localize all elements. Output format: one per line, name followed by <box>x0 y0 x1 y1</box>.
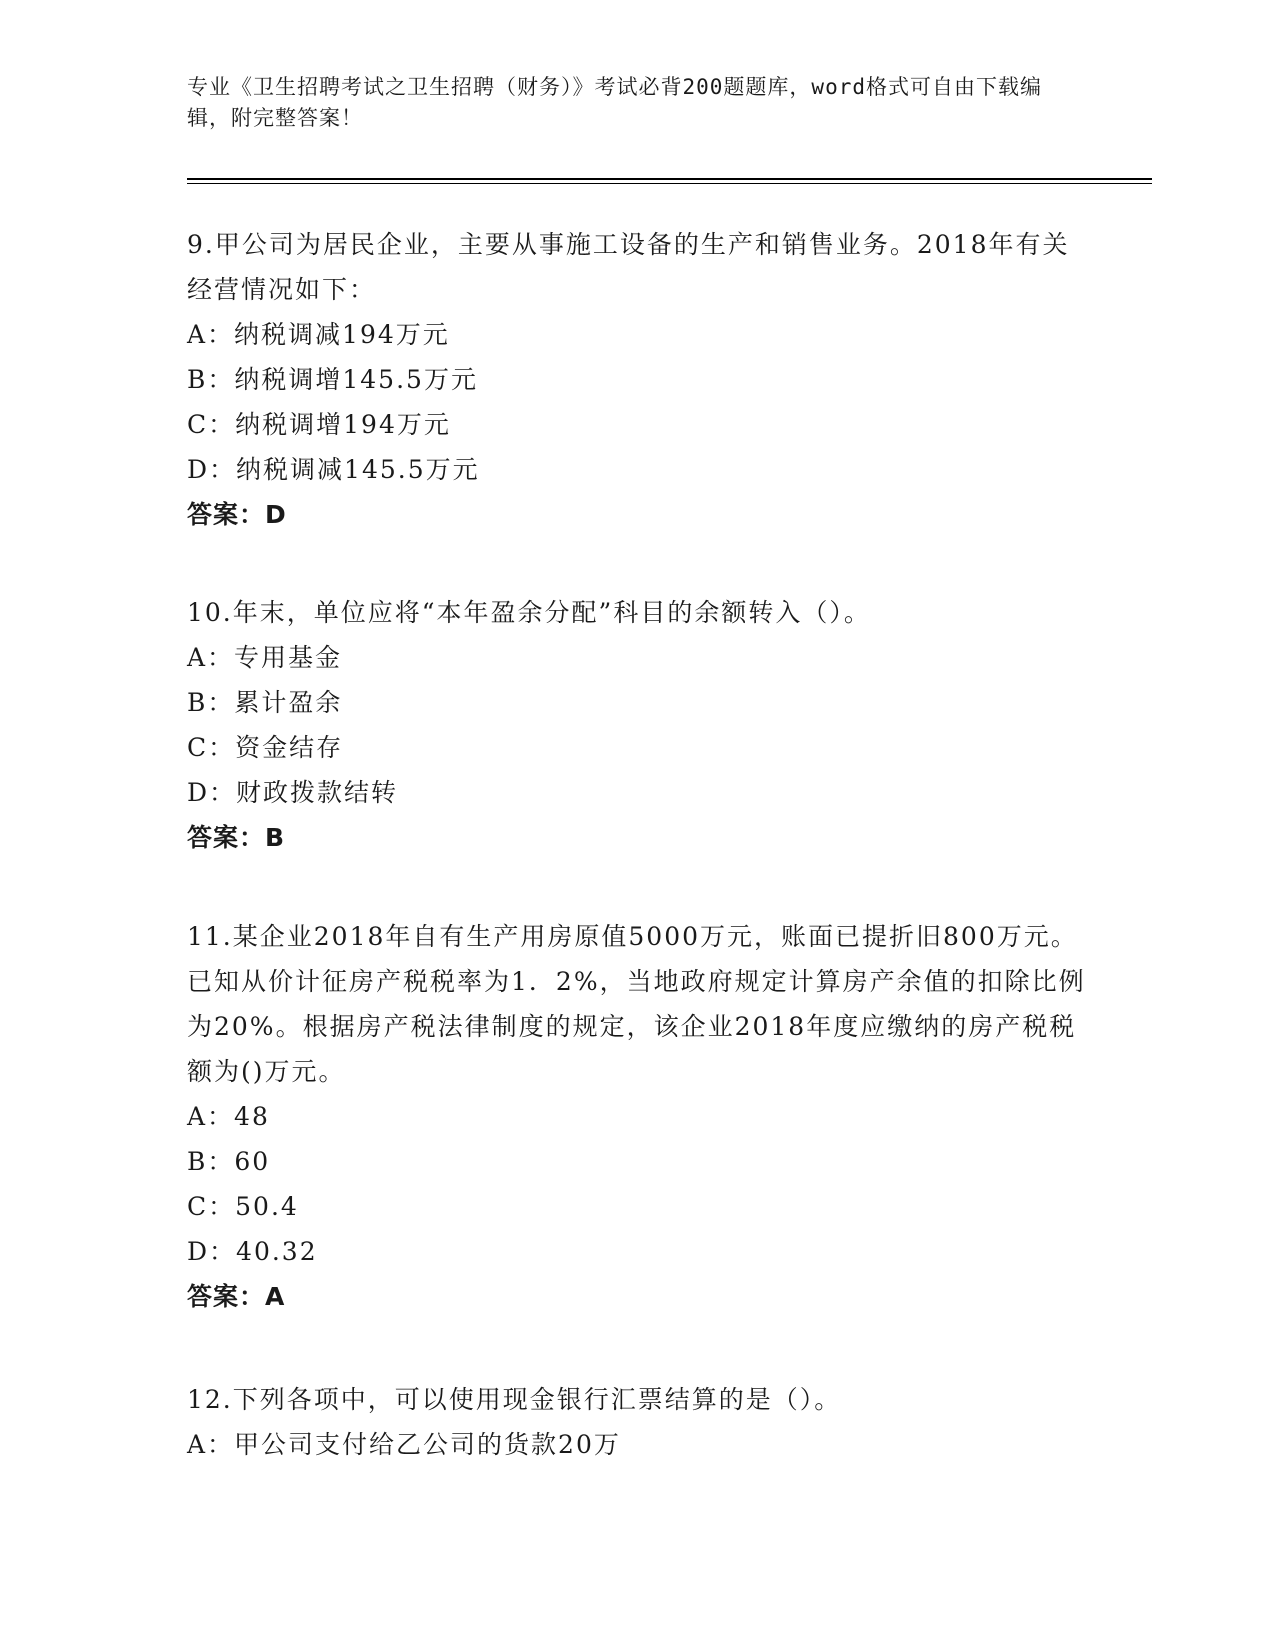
option-a: A：甲公司支付给乙公司的货款20万 <box>187 1430 621 1459</box>
question-text: 9.甲公司为居民企业，主要从事施工设备的生产和销售业务。2018年有关经营情况如下： <box>187 230 1070 304</box>
question-text: 11.某企业2018年自有生产用房原值5000万元，账面已提折旧800万元。已知从价计征房产税税率为1．2%，当地政府规定计算房产余值的扣除比例为20%。根据房产税法律制度的规定，该企业2018年度应缴纳的房产税税额为()万元。 <box>187 922 1086 1086</box>
question-10 <box>187 590 1087 860</box>
option-a: A：48 <box>187 1102 270 1131</box>
option-b: B：累计盈余 <box>187 688 343 717</box>
document-header: 专业《卫生招聘考试之卫生招聘（财务）》考试必背200题题库，word格式可自由下载编辑，附完整答案！ <box>187 75 1042 130</box>
header-divider-thick <box>187 178 1152 180</box>
question-text: 10.年末，单位应将“本年盈余分配”科目的余额转入（）。 <box>187 598 871 627</box>
option-d: D：40.32 <box>187 1237 318 1266</box>
question-9 <box>187 222 1087 537</box>
option-d: D：财政拨款结转 <box>187 778 399 807</box>
option-b: B：纳税调增145.5万元 <box>187 365 478 394</box>
option-b: B：60 <box>187 1147 271 1176</box>
answer-line: 答案：B <box>187 823 286 852</box>
option-a: A：纳税调减194万元 <box>187 320 450 349</box>
option-c: C：50.4 <box>187 1192 299 1221</box>
answer-line: 答案：D <box>187 500 287 529</box>
option-c: C：资金结存 <box>187 733 344 762</box>
question-text: 12.下列各项中，可以使用现金银行汇票结算的是（）。 <box>187 1385 842 1414</box>
answer-line: 答案：A <box>187 1282 286 1311</box>
question-11 <box>187 914 1087 1319</box>
option-a: A：专用基金 <box>187 643 343 672</box>
question-12 <box>187 1377 1087 1467</box>
option-c: C：纳税调增194万元 <box>187 410 451 439</box>
header-divider-thin <box>187 183 1152 184</box>
option-d: D：纳税调减145.5万元 <box>187 455 480 484</box>
